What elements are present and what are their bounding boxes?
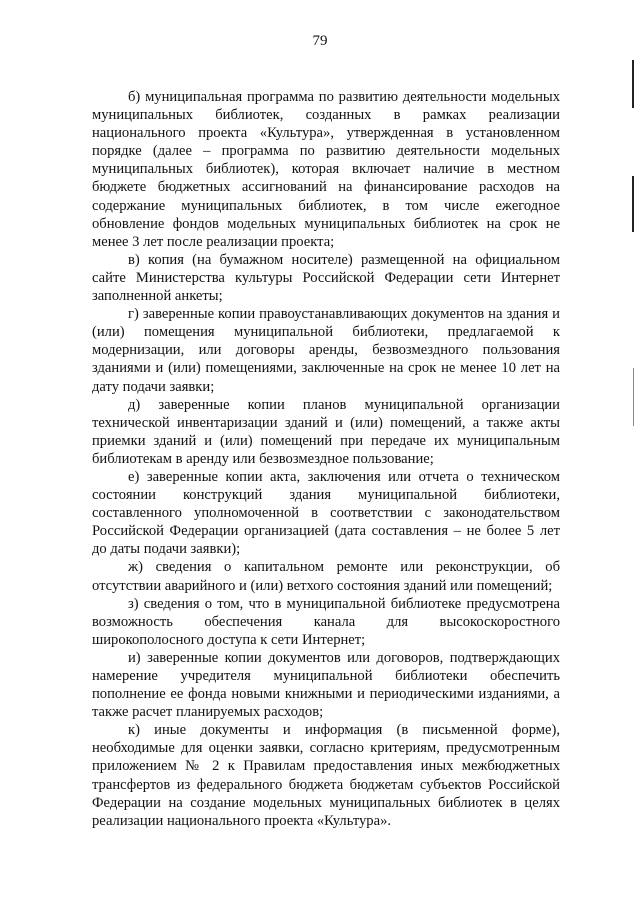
page-number: 79 xyxy=(312,33,328,49)
paragraph-v: в) копия (на бумажном носителе) размещенной на официальном сайте Министерства культуры Российской Федерации сети Интернет заполненной анкеты; xyxy=(92,251,560,305)
paragraph-b: б) муниципальная программа по развитию деятельности модельных муниципальных библиотек, созданных в рамках реализации национального проекта «Культура», утвержденная в установленном порядке (далее – программа по развитию деятельности модельных муниципальных библиотек), которая включает наличие в местном бюджете бюджетных ассигнований на финансирование расходов на содержание муниципальных библиотек, в том числе ежегодное обновление фондов модельных муниципальных библиотек на срок не менее 3 лет после реализации проекта; xyxy=(92,89,560,250)
paragraph-e: е) заверенные копии акта, заключения или отчета о техническом состоянии конструкций здания муниципальной библиотеки, составленного уполномоченной в соответствии с законодательством Российской Федерации организацией (дата составления – не более 5 лет до даты подачи заявки); xyxy=(92,468,560,558)
paragraph-g: г) заверенные копии правоустанавливающих документов на здания и (или) помещения муниципальной библиотеки, предлагаемой к модернизации, или договоры аренды, безвозмездного пользования зданиями и (или) помещениями, заключенные на срок не менее 10 лет на дату подачи заявки; xyxy=(92,306,560,395)
paragraph-i: и) заверенные копии документов или договоров, подтверждающих намерение учредителя муниципальной библиотеки обеспечить пополнение ее фонда новыми книжными и периодическими изданиями, а также расчет планируемых расходов; xyxy=(92,649,560,721)
scan-edge-mark xyxy=(633,368,634,426)
paragraph-k: к) иные документы и информация (в письменной форме), необходимые для оценки заявки, согласно критериям, предусмотренным приложением № 2 к Правилам предоставления иных межбюджетных трансфертов из федерального бюджета бюджетам субъектов Российской Федерации на создание модельных муниципальных библиотек в целях реализации национального проекта «Культура». xyxy=(92,722,560,829)
paragraph-z: з) сведения о том, что в муниципальной библиотеке предусмотрена возможность обеспечения канала для высокоскоростного широкополосного доступа к сети Интернет; xyxy=(92,595,560,648)
scan-edge-mark xyxy=(632,176,634,232)
paragraph-zh: ж) сведения о капитальном ремонте или реконструкции, об отсутствии аварийного и (или) ветхого состояния зданий или помещений; xyxy=(92,559,560,594)
document-body xyxy=(92,88,560,830)
scan-edge-mark xyxy=(632,60,634,108)
paragraph-d: д) заверенные копии планов муниципальной организации технической инвентаризации зданий и (или) помещений, а также акты приемки зданий и (или) помещений при передаче их муниципальным библиотекам в аренду или безвозмездное пользование; xyxy=(92,396,560,467)
